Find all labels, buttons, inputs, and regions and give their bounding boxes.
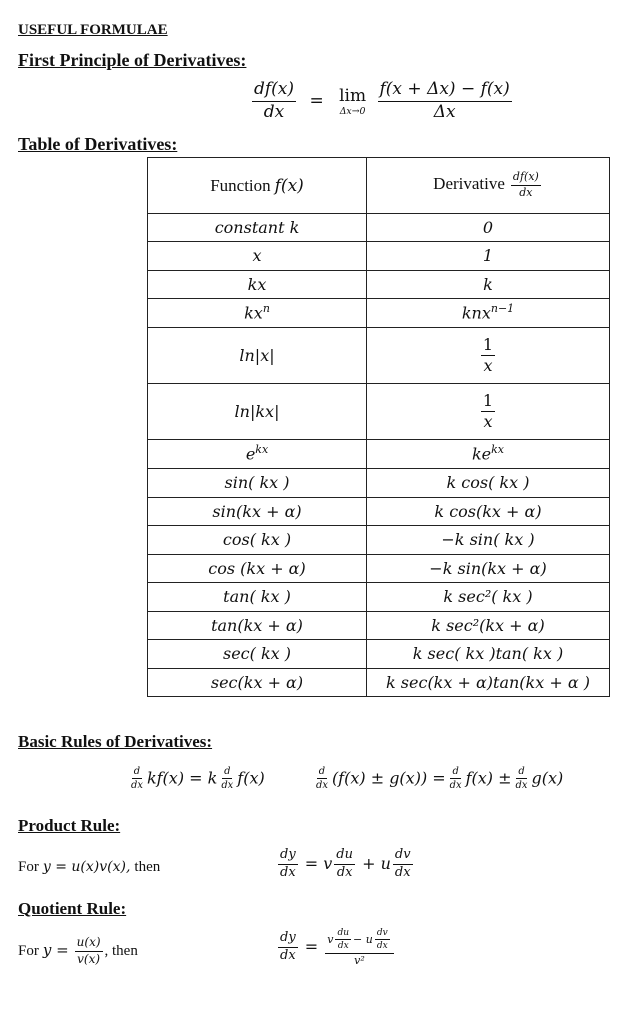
quotient-rule-heading: Quotient Rule: <box>18 899 127 918</box>
product-eq-v: = v <box>304 853 333 873</box>
function-text: sin(kx + α) <box>212 501 302 521</box>
dx-den: dx <box>449 780 462 792</box>
product-for: For <box>18 859 39 875</box>
table-row <box>148 440 610 469</box>
derivative-fraction <box>481 392 495 432</box>
dv-num: dv <box>393 848 413 865</box>
col-function-header <box>148 158 367 214</box>
table-heading: Table of Derivatives: <box>18 134 178 154</box>
dy-dx-fraction <box>278 931 298 964</box>
table-row <box>148 384 610 440</box>
dx-den: dx <box>280 948 296 964</box>
u-num: u(x) <box>75 936 103 952</box>
function-text: cos (kx + α) <box>208 558 306 578</box>
lhs-denominator: dx <box>263 101 285 122</box>
derivative-numerator: 1 <box>481 392 495 412</box>
derivative-cell <box>367 299 610 328</box>
table-row <box>148 498 610 526</box>
function-superscript: n <box>262 302 270 316</box>
table-row <box>148 583 610 612</box>
derivative-text: k sec²( kx ) <box>443 587 533 606</box>
derivative-cell <box>367 440 610 469</box>
derivative-text: 0 <box>482 217 494 237</box>
rule1-right: f(x) <box>237 768 265 788</box>
col1-header-text: Function <box>210 175 271 195</box>
function-cell <box>148 640 367 669</box>
function-cell <box>148 299 367 328</box>
derivative-superscript: n−1 <box>490 302 515 316</box>
derivatives-table <box>147 157 610 697</box>
du-dx-fraction <box>335 928 351 952</box>
quotient-eq: = <box>304 937 319 957</box>
table-header-row <box>148 158 610 214</box>
function-cell <box>148 555 367 583</box>
quotient-rule-condition <box>18 936 138 967</box>
du-num: du <box>335 928 351 940</box>
col-derivative-header <box>367 158 610 214</box>
d-num: d <box>516 766 526 779</box>
table-row <box>148 328 610 384</box>
derivative-text: k sec(kx + α)tan(kx + α ) <box>386 672 590 692</box>
function-superscript: kx <box>255 443 269 457</box>
function-text: kx <box>244 303 263 323</box>
dx-den: dx <box>316 780 328 792</box>
function-text: tan(kx + α) <box>211 615 303 635</box>
lhs-fraction <box>252 80 296 122</box>
dv-dx-fraction <box>393 848 413 881</box>
function-cell <box>148 526 367 555</box>
derivative-text: −k sin(kx + α) <box>429 558 547 578</box>
table-row <box>148 612 610 640</box>
table-row <box>148 242 610 271</box>
derivative-text: 1 <box>482 246 494 265</box>
d-dx-fraction <box>448 766 464 792</box>
du-num: du <box>334 848 355 865</box>
derivative-text: k sec²(kx + α) <box>431 615 545 635</box>
product-then: then <box>134 859 161 875</box>
function-text: sin( kx ) <box>224 473 290 492</box>
derivative-cell <box>367 526 610 555</box>
function-text: sec( kx ) <box>222 644 291 663</box>
dx-den: dx <box>515 780 528 792</box>
derivative-text: −k sin( kx ) <box>441 530 535 549</box>
derivative-numerator: 1 <box>481 336 495 356</box>
dx-den: dx <box>280 864 296 880</box>
product-rule-formula <box>276 848 415 881</box>
col2-header-num: df(x) <box>511 171 541 186</box>
du-dx-fraction <box>334 848 355 881</box>
dx-den: dx <box>394 864 411 880</box>
d-num: d <box>317 766 327 779</box>
function-text: ln|kx| <box>234 401 280 421</box>
d-num: d <box>132 766 142 779</box>
function-text: x <box>252 246 262 265</box>
derivative-cell <box>367 640 610 669</box>
limit <box>339 86 366 117</box>
basic-rules-heading: Basic Rules of Derivatives: <box>18 732 213 751</box>
rule2-left: (f(x) ± g(x)) = <box>331 768 446 788</box>
derivative-cell <box>367 469 610 498</box>
derivative-cell <box>367 498 610 526</box>
v-den: v(x) <box>77 951 101 966</box>
col2-header-text: Derivative <box>433 174 505 194</box>
table-row <box>148 526 610 555</box>
derivative-text: k cos( kx ) <box>446 473 530 492</box>
d-num: d <box>222 766 232 779</box>
rhs-numerator: f(x + Δx) − f(x) <box>378 80 512 102</box>
product-condition: y = u(x)v(x), <box>42 859 131 875</box>
function-cell <box>148 669 367 697</box>
derivative-text: k sec( kx )tan( kx ) <box>412 644 564 663</box>
lhs-numerator: df(x) <box>252 80 296 102</box>
lim-word: lim <box>339 85 367 106</box>
table-row <box>148 271 610 299</box>
quotient-rule-formula <box>276 928 396 967</box>
dx-den: dx <box>221 780 234 792</box>
dx-den: dx <box>337 941 349 952</box>
function-text: kx <box>247 274 267 294</box>
u-over-v-fraction <box>75 936 103 967</box>
d-num: d <box>450 766 460 779</box>
function-text: sec(kx + α) <box>210 672 304 692</box>
derivative-cell <box>367 555 610 583</box>
document-title: USEFUL FORMULAE <box>18 22 168 38</box>
quotient-y-eq: y = <box>42 940 69 959</box>
derivative-cell <box>367 612 610 640</box>
function-text: e <box>245 444 256 464</box>
function-text: cos( kx ) <box>222 530 292 549</box>
minus-u: − u <box>353 932 373 946</box>
rule1-left: kf(x) = k <box>146 768 218 788</box>
derivative-text: k <box>483 274 493 294</box>
derivative-text: ke <box>471 444 492 464</box>
rhs-denominator: Δx <box>433 101 456 122</box>
d-dx-fraction <box>219 766 235 792</box>
rule2-mid: f(x) ± <box>465 768 512 788</box>
quotient-main-fraction <box>325 928 393 967</box>
product-plus-u: + u <box>362 853 391 873</box>
quotient-numerator <box>325 928 393 954</box>
function-cell <box>148 328 367 384</box>
first-principle-heading: First Principle of Derivatives: <box>18 50 247 70</box>
v-letter: v <box>327 932 334 946</box>
derivative-text: k cos(kx + α) <box>434 501 542 521</box>
derivative-text: knx <box>461 303 491 323</box>
d-dx-fraction <box>129 766 145 792</box>
lim-subscript: Δx→0 <box>339 105 366 117</box>
table-row <box>148 299 610 328</box>
derivative-cell <box>367 669 610 697</box>
quotient-denominator: v² <box>354 953 365 967</box>
derivative-denominator: x <box>483 412 493 431</box>
dy-num: dy <box>278 931 298 948</box>
rule-constant-multiple <box>127 766 265 792</box>
derivative-denominator: x <box>483 356 493 375</box>
table-row <box>148 669 610 697</box>
dv-dx-fraction <box>375 928 390 952</box>
quotient-for: For <box>18 942 39 959</box>
dx-den: dx <box>376 941 388 952</box>
derivative-cell <box>367 583 610 612</box>
table-row <box>148 555 610 583</box>
dx-den: dx <box>336 864 353 880</box>
derivative-cell <box>367 214 610 242</box>
table-row <box>148 640 610 669</box>
table-row <box>148 469 610 498</box>
function-cell <box>148 469 367 498</box>
function-text: constant k <box>214 217 300 237</box>
derivative-cell <box>367 271 610 299</box>
dv-num: dv <box>375 928 390 940</box>
derivative-cell <box>367 328 610 384</box>
function-cell <box>148 612 367 640</box>
product-rule-heading: Product Rule: <box>18 816 121 835</box>
function-cell <box>148 384 367 440</box>
function-cell <box>148 440 367 469</box>
derivative-fraction <box>481 336 495 376</box>
function-text: tan( kx ) <box>223 587 291 606</box>
col2-header-fraction <box>511 171 541 199</box>
quotient-then: , then <box>104 942 138 959</box>
dx-den: dx <box>131 780 143 792</box>
derivative-cell <box>367 384 610 440</box>
function-cell <box>148 271 367 299</box>
table-row <box>148 214 610 242</box>
function-cell <box>148 498 367 526</box>
function-text: ln|x| <box>239 345 275 365</box>
derivative-superscript: kx <box>491 443 505 457</box>
function-cell <box>148 583 367 612</box>
product-rule-condition <box>18 858 160 876</box>
equals-sign: = <box>309 90 324 111</box>
first-principle-formula <box>250 80 514 122</box>
d-dx-fraction <box>514 766 530 792</box>
function-cell <box>148 242 367 271</box>
dy-dx-fraction <box>278 848 298 881</box>
col1-header-math: f(x) <box>274 175 304 196</box>
col2-header-den: dx <box>519 186 533 199</box>
d-dx-fraction <box>314 766 330 792</box>
function-cell <box>148 214 367 242</box>
dy-num: dy <box>278 848 298 865</box>
derivative-cell <box>367 242 610 271</box>
rule2-right: g(x) <box>531 768 564 788</box>
rule-sum-difference <box>312 766 563 792</box>
rhs-fraction <box>378 80 512 122</box>
